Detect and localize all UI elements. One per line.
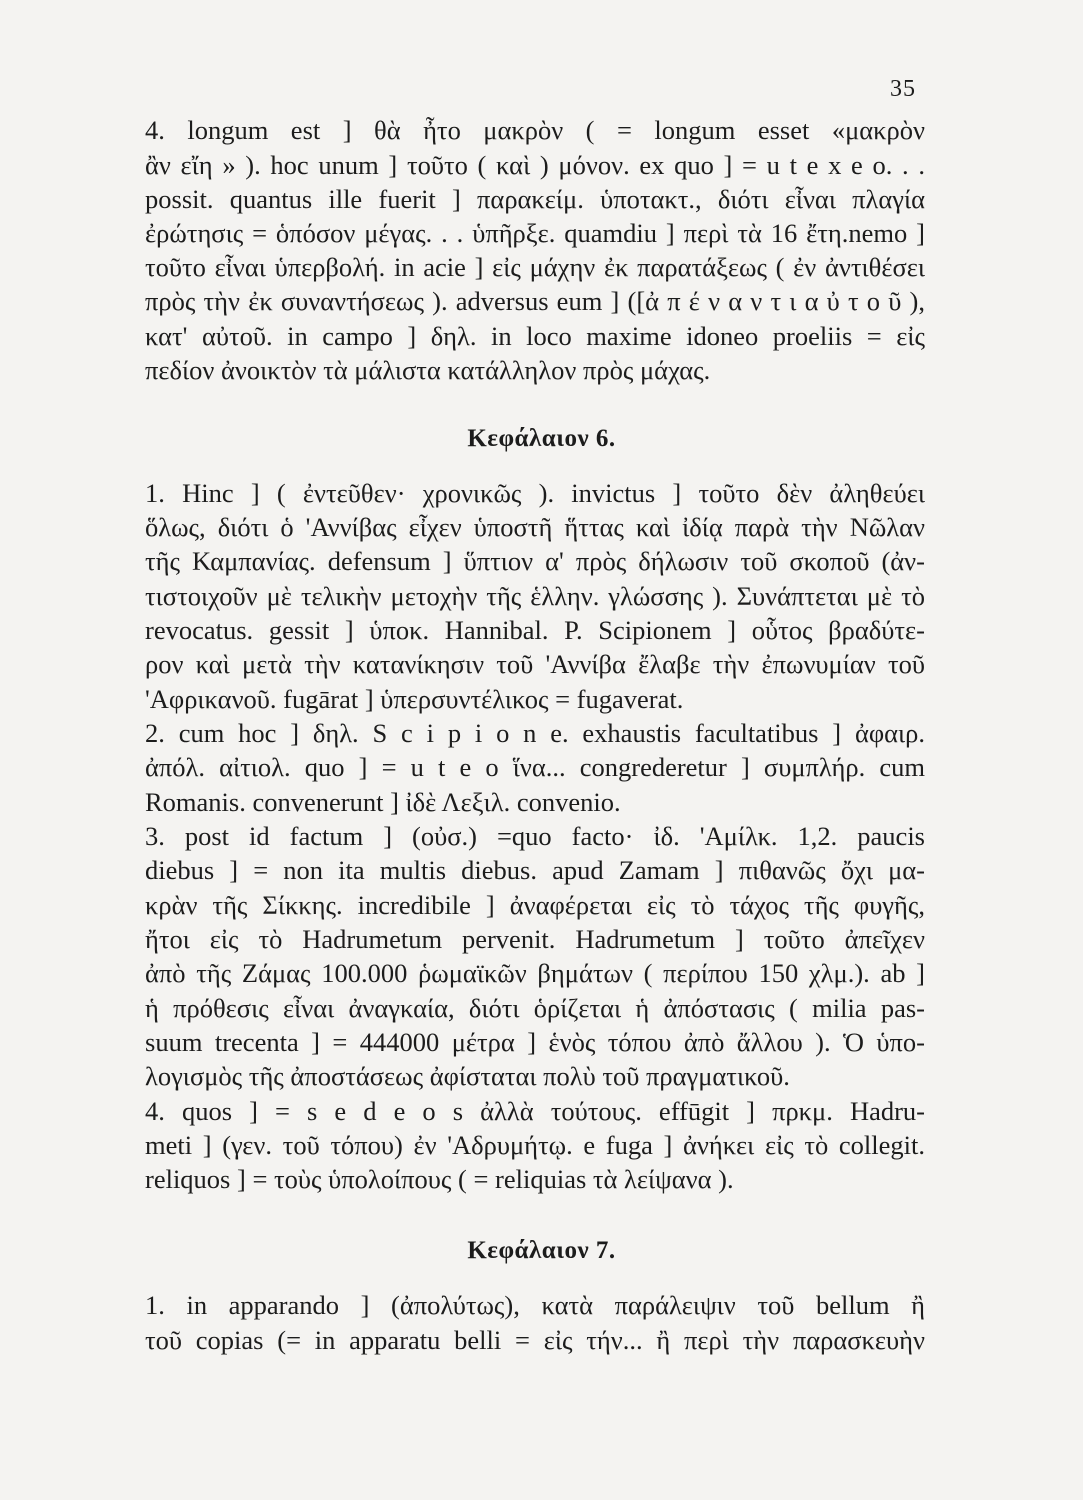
text-line: 1. Hinc ] ( ἐντεῦθεν· χρονικῶς ). invictus ] τοῦτο δὲν ἀληθεύει bbox=[145, 478, 925, 508]
text-line: τοῦτο εἶναι ὑπερβολή. in acie ] εἰς μάχην ἐκ παρατάξεως ( ἐν ἀντιθέσει bbox=[145, 252, 925, 282]
text-line: 2. cum hoc ] δηλ. S c i p i o n e. exhaustis facultatibus ] ἀφαιρ. bbox=[145, 718, 925, 748]
text-line: λογισμὸς τῆς ἀποστάσεως ἀφίσταται πολὺ τοῦ πραγματικοῦ. bbox=[145, 1061, 790, 1091]
text-line: suum trecenta ] = 444000 μέτρα ] ἑνὸς τόπου ἀπὸ ἄλλου ). Ὁ ὑπο- bbox=[145, 1027, 925, 1057]
text-line: 3. post id factum ] (οὐσ.) =quo facto· ἰδ. 'Αμίλκ. 1,2. paucis bbox=[145, 821, 925, 851]
text-line: 4. longum est ] θὰ ἦτο μακρὸν ( = longum esset «μακρὸν bbox=[145, 115, 925, 145]
text-line: diebus ] = non ita multis diebus. apud Zamam ] πιθανῶς ὄχι μα- bbox=[145, 855, 925, 885]
text-line: τιστοιχοῦν μὲ τελικὴν μετοχὴν τῆς ἑλλην. γλώσσης ). Συνάπτεται μὲ τὸ bbox=[145, 581, 925, 611]
text-line: ἐρώτησις = ὁπόσον μέγας. . . ὑπῆρξε. quamdiu ] περὶ τὰ 16 ἔτη.nemo ] bbox=[145, 218, 925, 248]
text-line: 'Αφρικανοῦ. fugārat ] ὑπερσυντέλικος = fugaverat. bbox=[145, 684, 684, 714]
text-line: 4. quos ] = s e d e o s ἀλλὰ τούτους. effūgit ] πρκμ. Hadru- bbox=[145, 1096, 925, 1126]
text-line: πρὸς τὴν ἐκ συναντήσεως ). adversus eum ] ([ἀ π έ ν α ν τ ι α ὐ τ ο ῦ ), bbox=[145, 286, 925, 316]
text-line: possit. quantus ille fuerit ] παρακείμ. ὑποτακτ., διότι εἶναι πλαγία bbox=[145, 184, 925, 214]
text-line: revocatus. gessit ] ὑποκ. Hannibal. P. Scipionem ] οὗτος βραδύτε- bbox=[145, 615, 925, 645]
text-line: κατ' αὐτοῦ. in campo ] δηλ. in loco maxime idoneo proeliis = εἰς bbox=[145, 321, 925, 351]
text-line: πεδίον ἀνοικτὸν τὰ μάλιστα κατάλληλον πρὸς μάχας. bbox=[145, 355, 711, 385]
chapter-6-heading: Κεφάλαιον 6. bbox=[467, 425, 616, 452]
text-line: Romanis. convenerunt ] ἰδὲ Λεξιλ. convenio. bbox=[145, 787, 621, 817]
text-line: meti ] (γεν. τοῦ τόπου) ἐν 'Αδρυμήτῳ. e fuga ] ἀνήκει εἰς τὸ collegit. bbox=[145, 1130, 925, 1160]
text-line: ρον καὶ μετὰ τὴν κατανίκησιν τοῦ 'Αννίβα ἔλαβε τὴν ἐπωνυμίαν τοῦ bbox=[145, 649, 925, 679]
text-line: 1. in apparando ] (ἀπολύτως), κατὰ παράλειψιν τοῦ bellum ἢ bbox=[145, 1290, 925, 1320]
text-line: κρὰν τῆς Σίκκης. incredibile ] ἀναφέρεται εἰς τὸ τάχος τῆς φυγῆς, bbox=[145, 890, 925, 920]
text-line: τῆς Καμπανίας. defensum ] ὕπτιον α' πρὸς δήλωσιν τοῦ σκοποῦ (ἀν- bbox=[145, 546, 925, 576]
text-line: ἀπὸ τῆς Ζάμας 100.000 ῥωμαϊκῶν βημάτων ( περίπου 150 χλμ.). ab ] bbox=[145, 958, 925, 988]
text-line: ἤτοι εἰς τὸ Hadrumetum pervenit. Hadrumetum ] τοῦτο ἀπεῖχεν bbox=[145, 924, 925, 954]
text-line: ἀπόλ. αἰτιολ. quo ] = u t e o ἵνα... congrederetur ] συμπλήρ. cum bbox=[145, 752, 925, 782]
chapter-7-heading: Κεφάλαιον 7. bbox=[467, 1237, 616, 1264]
text-line: ἡ πρόθεσις εἶναι ἀναγκαία, διότι ὁρίζεται ἡ ἀπόστασις ( milia pas- bbox=[145, 993, 925, 1023]
page-number: 35 bbox=[890, 76, 916, 102]
text-line: τοῦ copias (= in apparatu belli = εἰς τήν... ἢ περὶ τὴν παρασκευὴν bbox=[145, 1325, 925, 1355]
text-line: ὅλως, διότι ὁ 'Αννίβας εἶχεν ὑποστῆ ἥττας καὶ ἰδίᾳ παρὰ τὴν Νῶλαν bbox=[145, 512, 925, 542]
text-line: reliquos ] = τοὺς ὑπολοίπους ( = reliquias τὰ λείψανα ). bbox=[145, 1164, 734, 1194]
text-line: ἂν εἴη » ). hoc unum ] τοῦτο ( καὶ ) μόνον. ex quo ] = u t e x e o. . . bbox=[145, 150, 925, 180]
